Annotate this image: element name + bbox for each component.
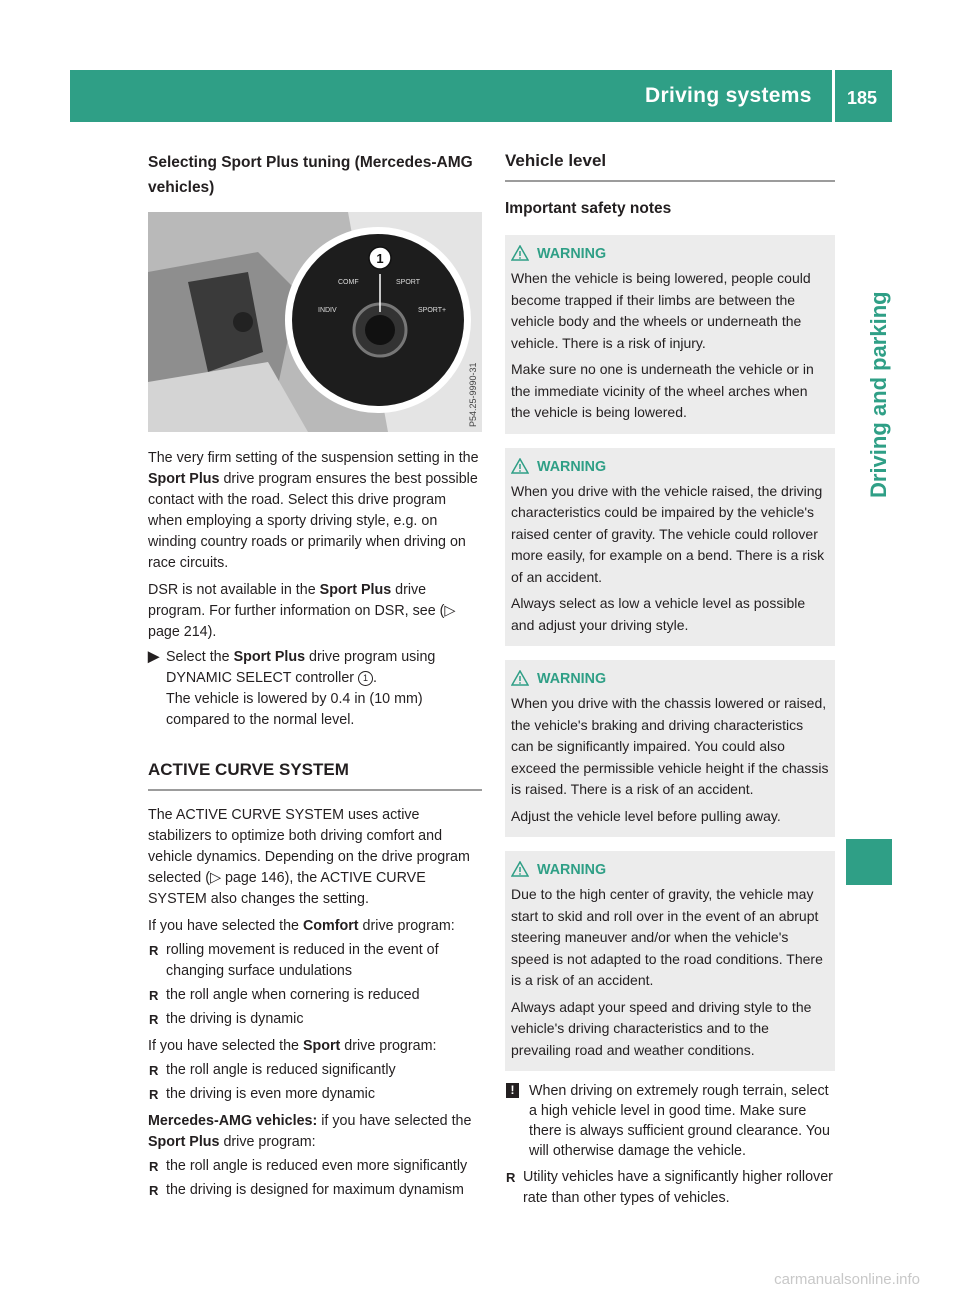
warning-text: Always adapt your speed and driving style to the vehicle's driving characteristics and to the prevailing road and weather conditions. <box>511 998 812 1058</box>
svg-text:INDIV: INDIV <box>318 307 337 314</box>
warning-triangle-icon <box>511 670 531 693</box>
warning-text: Always select as low a vehicle level as possible and adjust your driving style. <box>511 595 806 633</box>
photo-code: P54.25-9990-31 <box>468 362 478 427</box>
page-header-title: Driving systems <box>645 84 812 107</box>
warning-text: When you drive with the vehicle raised, the driving characteristics could be impaired by the vehicle's raised center of gravity. The vehicle could rollover more easily, for example on a bend. There is a risk of an accident. <box>511 482 825 585</box>
warning-triangle-icon <box>511 861 531 884</box>
svg-text:SPORT+: SPORT+ <box>418 307 447 314</box>
watermark: carmanualsonline.info <box>774 1271 920 1288</box>
vehicle-level-heading: Vehicle level <box>505 150 835 182</box>
warning-triangle-icon <box>511 245 531 268</box>
comfort-intro: If you have selected the Comfort drive program: <box>148 918 455 934</box>
warning-text: Adjust the vehicle level before pulling away. <box>511 807 781 824</box>
controller-number-icon: 1 <box>358 671 373 686</box>
list-item: R the roll angle is reduced even more significantly <box>149 1158 468 1174</box>
exclamation-icon: ! <box>506 1083 519 1098</box>
list-item: R the driving is designed for maximum dynamism <box>149 1182 464 1198</box>
warning-text: Make sure no one is underneath the vehicle or in the immediate vicinity of the wheel arches when the vehicle is being lowered. <box>511 361 814 420</box>
damage-note: ! When driving on extremely rough terrain, select a high vehicle level in good time. Make sure there is always sufficient ground clearance. You will otherwise damage the vehicle. <box>505 1081 835 1161</box>
sport-intro: If you have selected the Sport drive program: <box>148 1038 437 1054</box>
page-number: 185 <box>847 88 878 108</box>
step-arrow-icon: ▶ <box>148 649 159 665</box>
list-item: R the driving is dynamic <box>149 1011 304 1027</box>
warning-text: When the vehicle is being lowered, people could become trapped if their limbs are between the vehicle body and the wheels or underneath the vehicle. There is a risk of injury. <box>511 270 811 351</box>
step-result: The vehicle is lowered by 0.4 in (10 mm) compared to the normal level. <box>166 691 423 728</box>
warning-heading: WARNING <box>511 859 829 884</box>
dsr-paragraph: DSR is not available in the Sport Plus drive program. For further information on DSR, see (▷ page 214). <box>148 582 456 640</box>
amg-intro: Mercedes-AMG vehicles: if you have selected the Sport Plus drive program: <box>148 1113 472 1150</box>
warning-box <box>505 448 835 647</box>
acs-heading: ACTIVE CURVE SYSTEM <box>148 759 482 791</box>
acs-paragraph: The ACTIVE CURVE SYSTEM uses active stabilizers to optimize both driving comfort and vehicle dynamics. Depending on the drive program selected (▷ page 146), the ACTIVE CURVE SYSTEM also changes the setting. <box>148 807 470 907</box>
warning-heading: WARNING <box>511 243 829 268</box>
list-item: R the roll angle is reduced significantly <box>149 1062 396 1078</box>
warning-triangle-icon <box>511 458 531 481</box>
warning-box <box>505 235 835 434</box>
warning-heading: WARNING <box>511 668 829 693</box>
side-tab-marker <box>846 839 892 885</box>
left-column <box>148 150 482 1201</box>
side-tab-label: Driving and parking <box>866 291 891 498</box>
right-column <box>505 150 835 1209</box>
callout-number: 1 <box>376 251 384 266</box>
sport-plus-heading: Selecting Sport Plus tuning (Mercedes-AMG vehicles) <box>148 154 473 196</box>
warning-box <box>505 851 835 1071</box>
list-item: R the driving is even more dynamic <box>149 1086 375 1102</box>
svg-text:COMF: COMF <box>338 279 359 286</box>
dynamic-select-photo <box>148 212 482 432</box>
warning-box <box>505 660 835 837</box>
controller-illustration <box>148 212 482 432</box>
safety-notes-heading: Important safety notes <box>505 200 672 217</box>
header-separator <box>832 70 835 122</box>
warning-text: Due to the high center of gravity, the vehicle may start to skid and roll over in the event of an abrupt steering maneuver and/or when the vehicle's speed is not adapted to the road conditions. There is a risk of an accident. <box>511 886 823 988</box>
list-item: R the roll angle when cornering is reduced <box>149 987 420 1003</box>
intro-paragraph: The very firm setting of the suspension setting in the Sport Plus drive program ensures the best possible contact with the road. Select this drive program when employing a sporty driving style, e.g. on winding country roads or primarily when driving on race circuits. <box>148 450 479 571</box>
svg-text:SPORT: SPORT <box>396 279 420 286</box>
warning-text: When you drive with the chassis lowered or raised, the vehicle's braking and driving characteristics can be significantly impaired. You could also exceed the permissible vehicle height if the chassis is raised. There is a risk of an accident. <box>511 695 829 797</box>
list-item: R rolling movement is reduced in the event of changing surface undulations <box>149 942 439 979</box>
warning-heading: WARNING <box>511 456 829 481</box>
instruction-step: ▶ Select the Sport Plus drive program using DYNAMIC SELECT controller 1 . The vehicle is lowered by 0.4 in (10 mm) compared to the normal level. <box>148 649 436 728</box>
list-item: R Utility vehicles have a significantly higher rollover rate than other types of vehicles. <box>506 1169 833 1206</box>
